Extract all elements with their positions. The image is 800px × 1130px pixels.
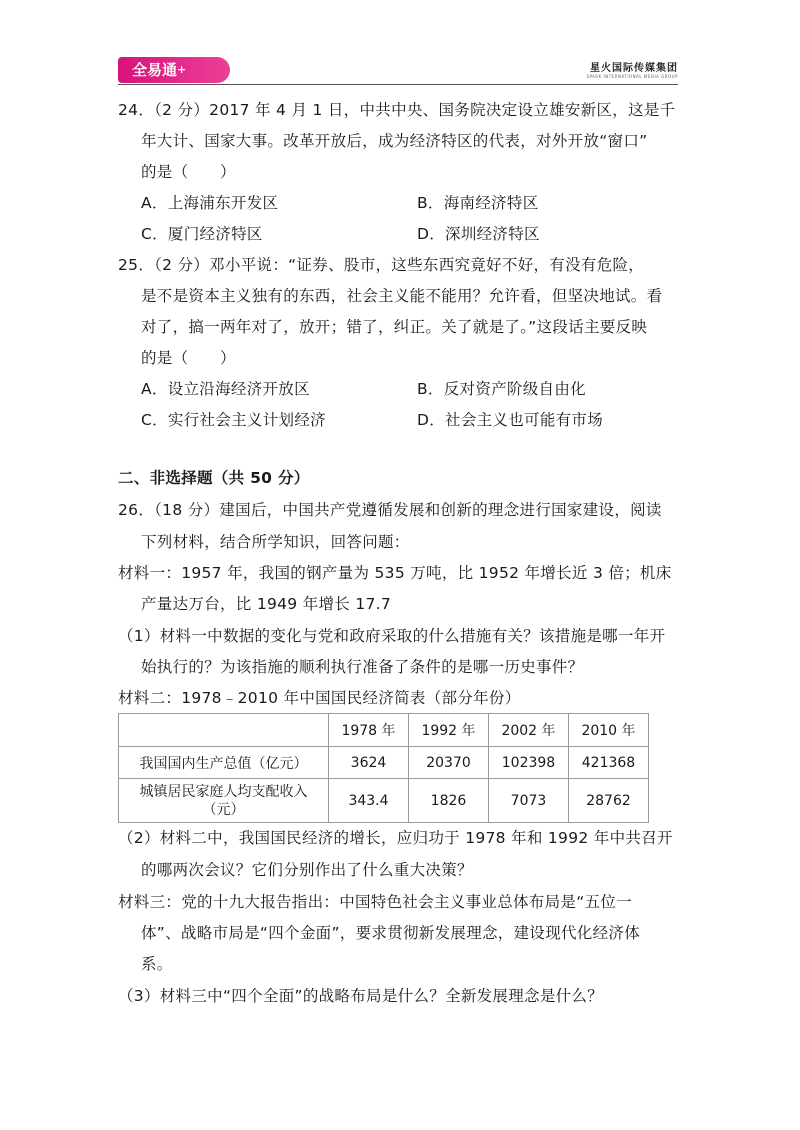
q25-line-4: 的是（ ） (141, 349, 236, 367)
economy-table (118, 713, 649, 823)
q25-option-a: A．设立沿海经济开放区 (141, 380, 310, 398)
table-cell: 28762 (569, 779, 649, 823)
table-header-cell: 2002 年 (489, 714, 569, 747)
q25-option-b: B．反对资产阶级自由化 (417, 380, 586, 398)
sub-question-1-line-2: 始执行的？为该指施的顺利执行准备了条件的是哪一历史事件？ (141, 658, 584, 676)
table-cell: 421368 (569, 747, 649, 779)
sub-question-2-line-2: 的哪两次会议？它们分别作出了什么重大决策？ (141, 861, 473, 879)
logo-plus: + (177, 63, 187, 76)
table-header-row (119, 714, 649, 747)
table-header-cell: 2010 年 (569, 714, 649, 747)
logo-text: 全易通 (132, 61, 178, 79)
publisher-name-cn: 星火国际传媒集团 (590, 63, 678, 74)
q25-option-c: C．实行社会主义计划经济 (141, 411, 326, 429)
q25-line-2: 是不是资本主义独有的东西，社会主义能不能用？允许看，但坚决地试。看 (141, 287, 663, 305)
table-row-label (119, 779, 329, 823)
q25-option-d: D．社会主义也可能有市场 (417, 411, 604, 429)
material-2-title: 材料二：1978﹣2010 年中国国民经济简表（部分年份） (118, 689, 521, 707)
table-cell: 3624 (329, 747, 409, 779)
header-divider (118, 84, 678, 85)
table-header-cell: 1992 年 (409, 714, 489, 747)
q26-line-2: 下列材料，结合所学知识，回答问题： (141, 533, 410, 551)
q24-option-a: A．上海浦东开发区 (141, 194, 279, 212)
publisher-brand (586, 59, 678, 79)
q24-line-3: 的是（ ） (141, 163, 236, 181)
sub-question-1-line-1: （1）材料一中数据的变化与党和政府采取的什么措施有关？该措施是哪一年开 (118, 627, 666, 645)
table-cell: 20370 (409, 747, 489, 779)
material-1-line-1: 材料一：1957 年，我国的钢产量为 535 万吨，比 1952 年增长近 3 倍；机床 (118, 564, 672, 582)
material-3-line-1: 材料三：党的十九大报告指出：中国特色社会主义事业总体布局是“五位一 (118, 893, 632, 911)
q24-line-1: 24．（2 分）2017 年 4 月 1 日，中共中央、国务院决定设立雄安新区，这是千 (118, 101, 676, 119)
table-row-label: 我国国内生产总值（亿元） (119, 747, 329, 779)
table-header-cell (119, 714, 329, 747)
q24-option-c: C．厦门经济特区 (141, 225, 263, 243)
q24-option-d: D．深圳经济特区 (417, 225, 540, 243)
q24-line-2: 年大计、国家大事。改革开放后，成为经济特区的代表，对外开放“窗口” (141, 132, 648, 150)
brand-logo (118, 57, 230, 83)
sub-question-2-line-1: （2）材料二中，我国国民经济的增长，应归功于 1978 年和 1992 年中共召开 (118, 829, 673, 847)
table-row-label-line-1: 城镇居民家庭人均支配收入 (139, 783, 308, 800)
table-row-label-line-2: （元） (202, 801, 245, 818)
table-cell: 1826 (409, 779, 489, 823)
q24-option-b: B．海南经济特区 (417, 194, 539, 212)
material-3-line-2: 体”、战略市局是“四个金面”，要求贯彻新发展理念，建设现代化经济体 (141, 924, 640, 942)
table-cell: 7073 (489, 779, 569, 823)
page-header (118, 55, 678, 85)
table-cell: 343.4 (329, 779, 409, 823)
q25-line-1: 25．（2 分）邓小平说：“证券、股市，这些东西究竟好不好，有没有危险， (118, 256, 645, 274)
material-1-line-2: 产量达万台，比 1949 年增长 17.7 (141, 595, 392, 613)
table-row (119, 747, 649, 779)
section-2-title: 二、非选择题（共 50 分） (118, 469, 310, 487)
table-row (119, 779, 649, 823)
material-3-line-3: 系。 (141, 955, 173, 973)
table-header-cell: 1978 年 (329, 714, 409, 747)
sub-question-3-line-1: （3）材料三中“四个全面”的战略布局是什么？全新发展理念是什么？ (118, 987, 604, 1005)
table-cell: 102398 (489, 747, 569, 779)
q26-line-1: 26．（18 分）建国后，中国共产党遵循发展和创新的理念进行国家建设，阅读 (118, 501, 662, 519)
publisher-name-en: SPARK INTERNATIONAL MEDIA GROUP (586, 74, 678, 79)
q25-line-3: 对了，搞一两年对了，放开；错了，纠正。关了就是了。”这段话主要反映 (141, 318, 648, 336)
